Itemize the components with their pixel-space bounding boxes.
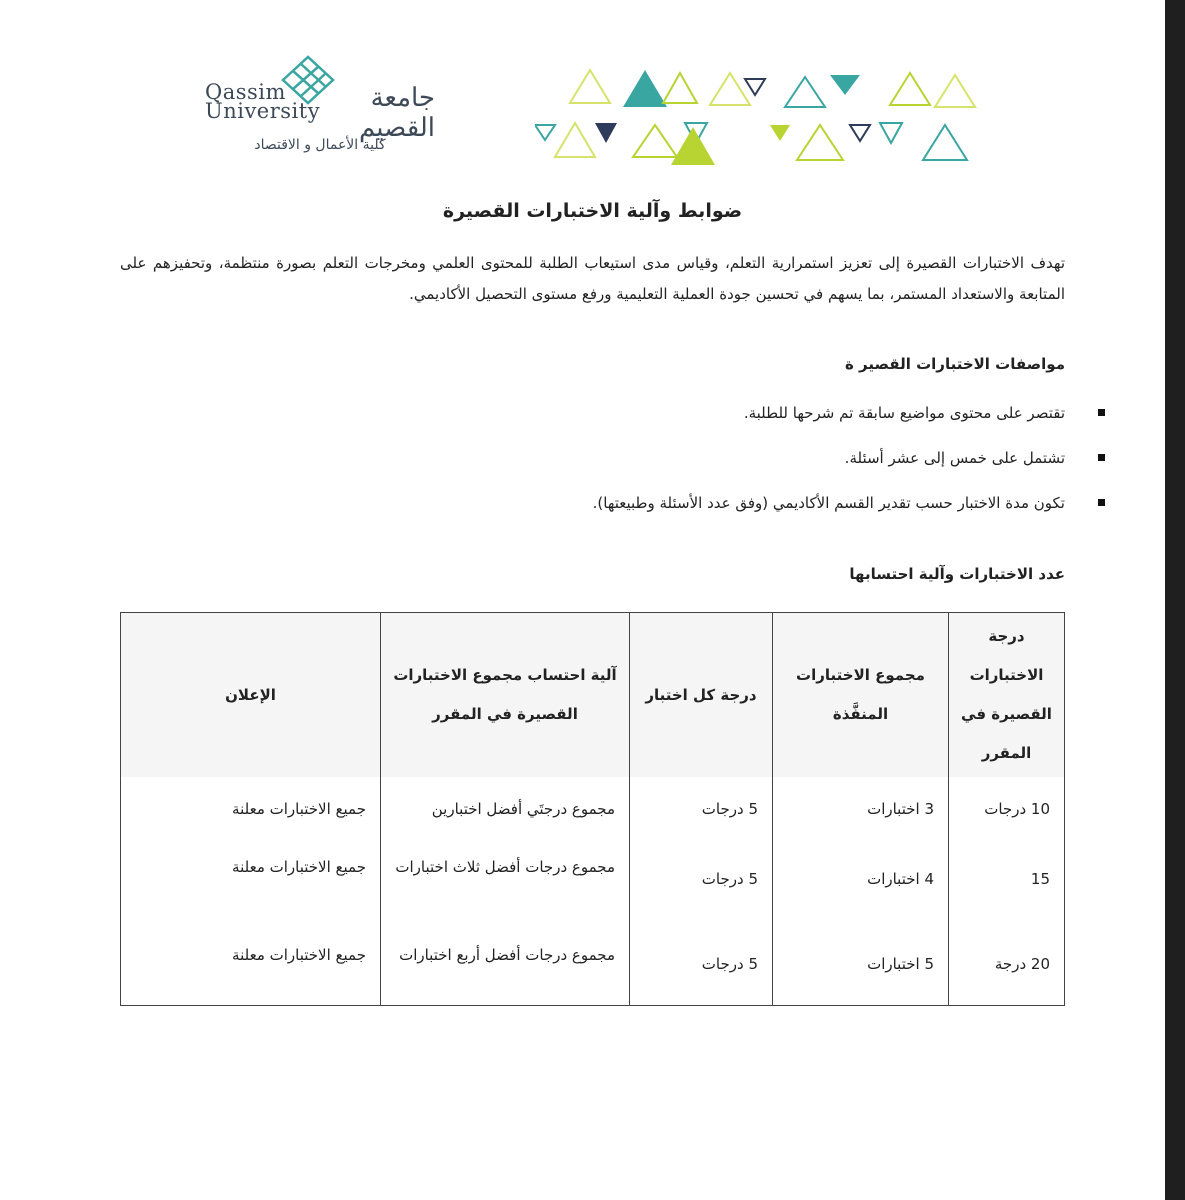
viewer-scrollbar-edge (1165, 0, 1185, 1200)
list-item: تقتصر على محتوى مواضيع سابقة تم شرحها للطلبة. (120, 398, 1065, 443)
table-cell: مجموع درجات أفضل ثلاث اختبارات (381, 835, 630, 923)
faculty-name: كلية الأعمال و الاقتصاد (254, 137, 386, 153)
table-row (121, 777, 1065, 835)
document-header (195, 55, 985, 175)
table-cell: 15 (949, 835, 1065, 923)
page-title: ضوابط وآلية الاختبارات القصيرة (442, 200, 743, 222)
table-cell: جميع الاختبارات معلنة (232, 946, 366, 964)
square-bullet-icon (1098, 499, 1105, 506)
table-row (121, 835, 1065, 923)
specs-list (120, 398, 1113, 533)
intro-paragraph: تهدف الاختبارات القصيرة إلى تعزيز استمرارية التعلم، وقياس مدى استيعاب الطلبة للمحتوى العلمي ومخرجات التعلم بصورة منتظمة، وتحفيزهم على المتابعة والاستعداد المستمر، بما يسهم في تحسين جودة العملية التعليمية ورفع مستوى التحصيل الأكاديمي. (120, 254, 1065, 303)
specs-heading: مواصفات الاختبارات القصير ة (844, 355, 1065, 373)
logo-english-text: Qassim University (205, 80, 321, 123)
column-header: الإعلان (121, 613, 381, 778)
table-cell: مجموع درجتَي أفضل اختبارين (381, 777, 630, 835)
square-bullet-icon (1098, 454, 1105, 461)
count-heading: عدد الاختبارات وآلية احتسابها (849, 565, 1065, 583)
list-item: تشتمل على خمس إلى عشر أسئلة. (120, 443, 1065, 488)
column-header: مجموع الاختبارات المنفَّذة (773, 613, 949, 778)
table-cell: 5 درجات (630, 923, 773, 1006)
table-cell: 20 درجة (949, 923, 1065, 1006)
column-header: درجة كل اختبار (630, 613, 773, 778)
column-header: آلية احتساب مجموع الاختبارات القصيرة في المقرر (381, 613, 630, 778)
list-item: تكون مدة الاختبار حسب تقدير القسم الأكاديمي (وفق عدد الأسئلة وطبيعتها). (120, 488, 1065, 533)
university-logo (195, 55, 435, 165)
table-cell: 5 درجات (630, 777, 773, 835)
table-cell: 5 اختبارات (773, 923, 949, 1006)
column-header: درجة الاختبارات القصيرة في المقرر (949, 613, 1065, 778)
table-row (121, 923, 1065, 1006)
table-header-row (121, 613, 1065, 778)
table-cell: مجموع درجات أفضل أربع اختبارات (381, 923, 630, 1006)
table-cell: جميع الاختبارات معلنة (232, 858, 366, 876)
table-cell: 3 اختبارات (773, 777, 949, 835)
table-cell: 10 درجات (949, 777, 1065, 835)
logo-arabic-text: جامعة القصيم (359, 83, 435, 143)
decorative-triangles-icon (535, 65, 985, 165)
table-cell: 5 درجات (630, 835, 773, 923)
table-cell: 4 اختبارات (773, 835, 949, 923)
table-cell: جميع الاختبارات معلنة (232, 800, 366, 818)
square-bullet-icon (1098, 409, 1105, 416)
quiz-table (120, 612, 1065, 1006)
